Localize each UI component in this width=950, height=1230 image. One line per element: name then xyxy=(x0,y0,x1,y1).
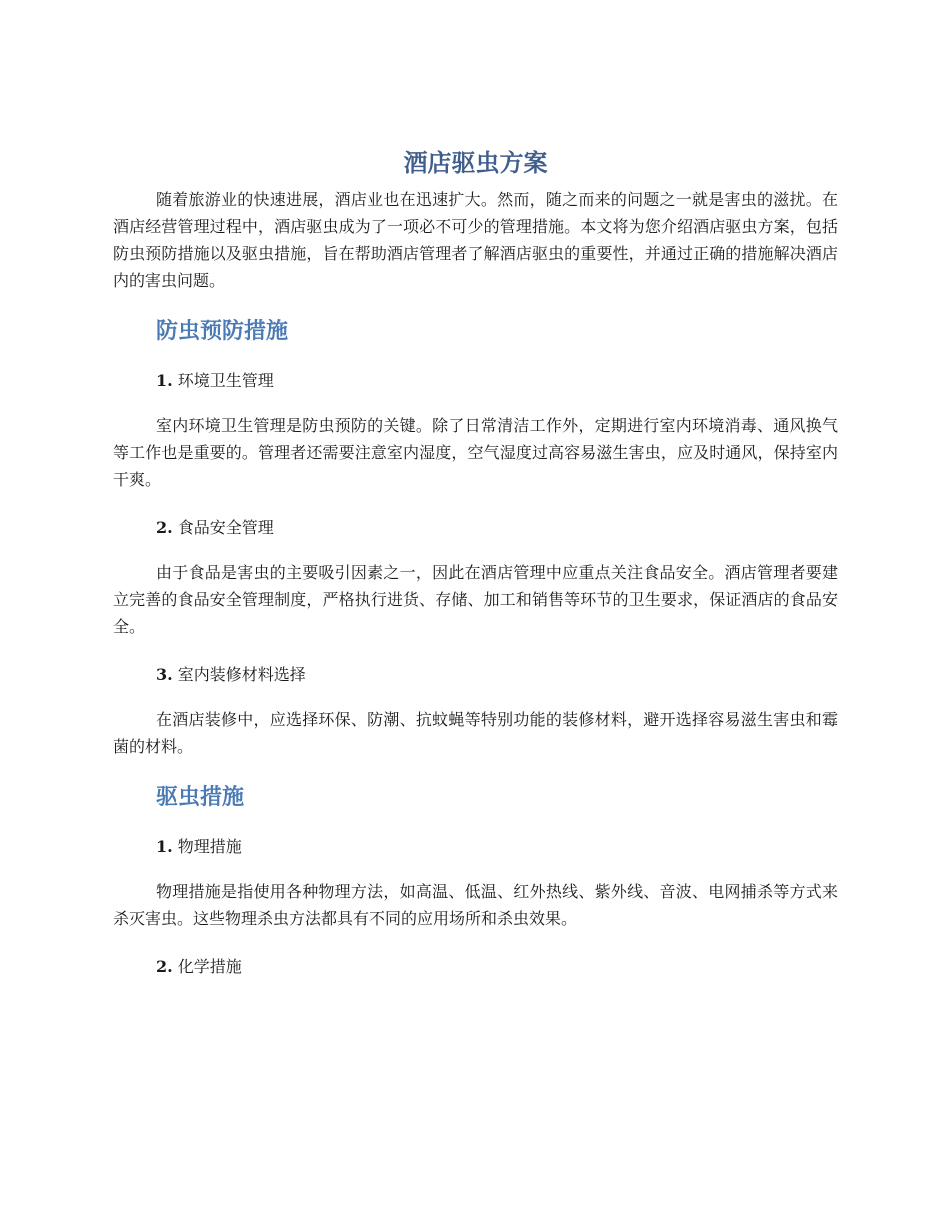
document-page xyxy=(113,146,838,998)
intro-paragraph: 随着旅游业的快速进展，酒店业也在迅速扩大。然而，随之而来的问题之一就是害虫的滋扰。在酒店经营管理过程中，酒店驱虫成为了一项必不可少的管理措施。本文将为您介绍酒店驱虫方案，包括防虫预防措施以及驱虫措施，旨在帮助酒店管理者了解酒店驱虫的重要性，并通过正确的措施解决酒店内的害虫问题。 xyxy=(113,190,838,290)
section-heading-prevention: 防虫预防措施 xyxy=(156,319,289,344)
item-number: 1. xyxy=(156,837,173,856)
item-number: 1. xyxy=(156,371,173,390)
item-title: 食品安全管理 xyxy=(177,518,274,537)
subheading-materials xyxy=(156,662,838,688)
section-prevention xyxy=(113,316,838,760)
item-number: 2. xyxy=(156,518,173,537)
subheading-physical xyxy=(156,834,838,860)
item-title: 化学措施 xyxy=(177,957,242,976)
item-number: 2. xyxy=(156,957,173,976)
item-title: 室内装修材料选择 xyxy=(177,665,306,684)
paragraph-physical: 物理措施是指使用各种物理方法，如高温、低温、红外热线、紫外线、音波、电网捕杀等方式来杀灭害虫。这些物理杀虫方法都具有不同的应用场所和杀虫效果。 xyxy=(113,882,838,928)
document-title: 酒店驱虫方案 xyxy=(403,149,548,177)
paragraph-materials: 在酒店装修中，应选择环保、防潮、抗蚊蝇等特别功能的装修材料，避开选择容易滋生害虫和霉菌的材料。 xyxy=(113,710,838,756)
paragraph-environment: 室内环境卫生管理是防虫预防的关键。除了日常清洁工作外，定期进行室内环境消毒、通风换气等工作也是重要的。管理者还需要注意室内湿度，空气湿度过高容易滋生害虫，应及时通风，保持室内干爽。 xyxy=(113,416,838,489)
subheading-food-safety xyxy=(156,515,838,541)
section-heading-pest-control: 驱虫措施 xyxy=(156,785,245,810)
subheading-chemical xyxy=(156,954,838,980)
section-pest-control xyxy=(113,782,838,980)
paragraph-food-safety: 由于食品是害虫的主要吸引因素之一，因此在酒店管理中应重点关注食品安全。酒店管理者要建立完善的食品安全管理制度，严格执行进货、存储、加工和销售等环节的卫生要求，保证酒店的食品安全。 xyxy=(113,563,838,636)
item-number: 3. xyxy=(156,665,173,684)
subheading-environment xyxy=(156,368,838,394)
item-title: 环境卫生管理 xyxy=(177,371,274,390)
item-title: 物理措施 xyxy=(177,837,242,856)
